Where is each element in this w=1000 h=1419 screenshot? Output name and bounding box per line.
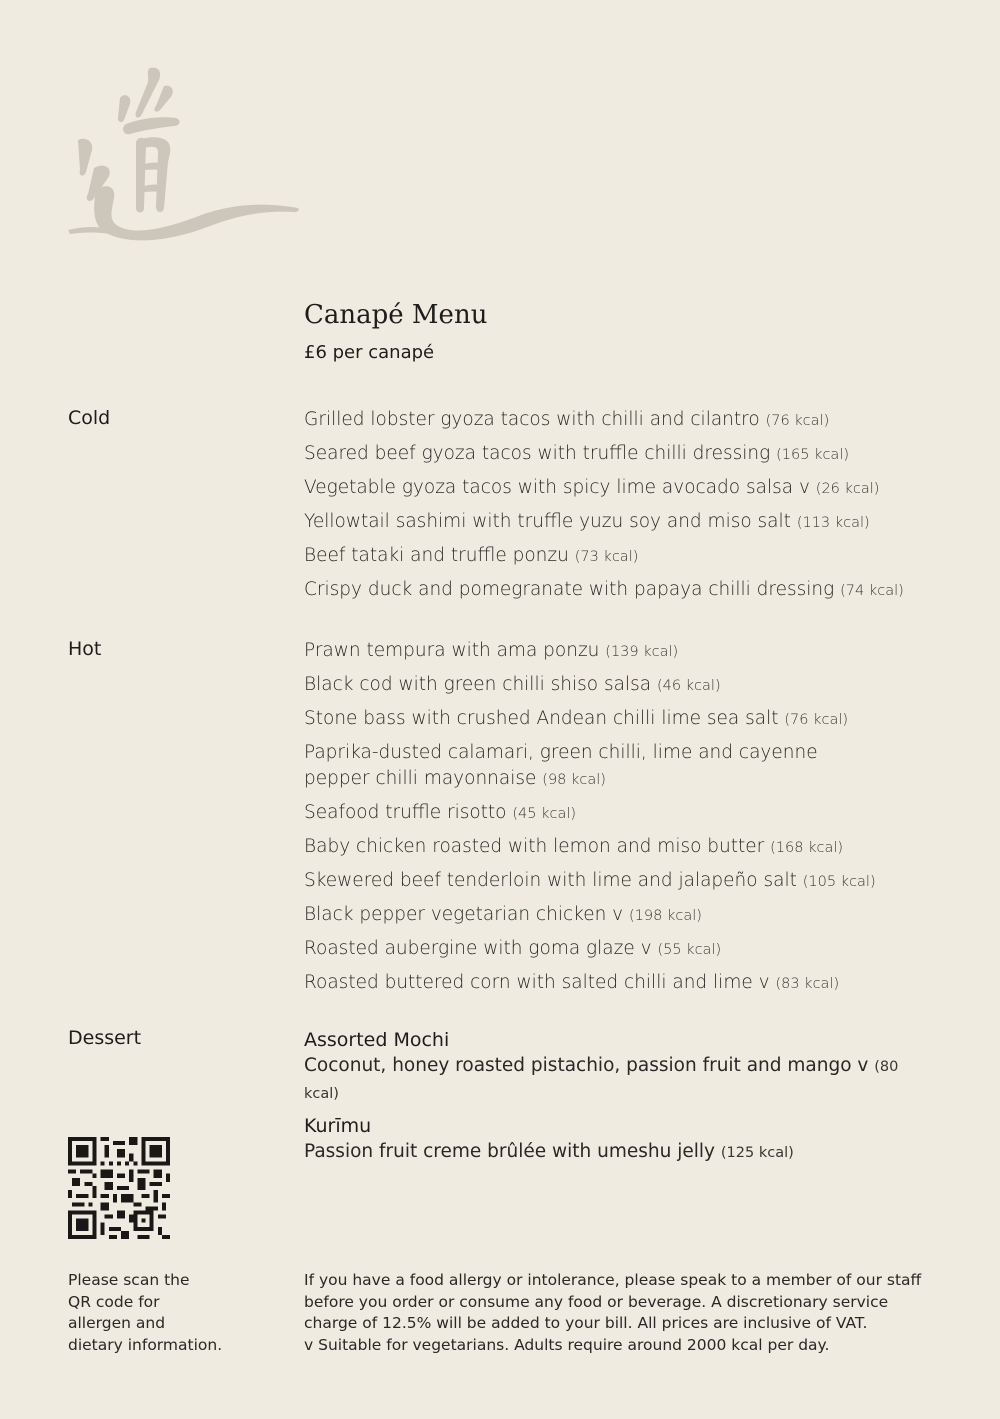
item-kcal: (168 kcal)	[770, 840, 844, 856]
menu-item-list	[304, 638, 924, 1004]
menu-item	[304, 407, 924, 434]
item-kcal: (46 kcal)	[656, 678, 721, 694]
item-name: Stone bass with crushed Andean chilli lime sea salt	[304, 708, 779, 729]
menu-item	[304, 577, 924, 604]
item-name: Black cod with green chilli shiso salsa	[304, 674, 652, 695]
menu-item	[304, 706, 924, 733]
dessert-list	[304, 1027, 924, 1172]
allergy-disclaimer	[304, 1270, 944, 1356]
item-name: Black pepper vegetarian chicken v	[304, 904, 624, 925]
dessert-desc-text: Passion fruit creme brûlée with umeshu jelly	[304, 1141, 715, 1162]
item-name: Skewered beef tenderloin with lime and jalapeño salt	[304, 870, 797, 891]
item-name: Paprika-dusted calamari, green chilli, lime and cayenne pepper chilli mayonnaise	[304, 742, 818, 789]
qr-code[interactable]	[68, 1137, 170, 1239]
qr-instructions	[68, 1270, 268, 1356]
qr-note-line: dietary information.	[68, 1335, 223, 1354]
item-kcal: (73 kcal)	[574, 549, 639, 565]
item-kcal: (113 kcal)	[796, 515, 870, 531]
menu-item	[304, 672, 924, 699]
item-kcal: (74 kcal)	[840, 583, 904, 599]
menu-item	[304, 970, 924, 997]
item-kcal: (26 kcal)	[815, 481, 880, 497]
item-name: Beef tataki and truffle ponzu	[304, 545, 569, 566]
menu-item	[304, 441, 924, 468]
menu-item	[304, 936, 924, 963]
disclaimer-line: charge of 12.5% will be added to your bill. All prices are inclusive of VAT.	[304, 1314, 868, 1332]
qr-note-line: allergen and	[68, 1314, 166, 1332]
menu-item	[304, 638, 924, 665]
dessert-name: Kurīmu	[304, 1115, 372, 1137]
item-kcal: (98 kcal)	[542, 772, 606, 788]
item-kcal: (105 kcal)	[802, 874, 876, 890]
item-kcal: (83 kcal)	[775, 976, 840, 992]
item-kcal: (125 kcal)	[720, 1145, 794, 1161]
disclaimer-line: before you order or consume any food or beverage. A discretionary service	[304, 1292, 889, 1311]
item-kcal: (165 kcal)	[776, 447, 850, 463]
dessert-name: Assorted Mochi	[304, 1029, 450, 1051]
item-name: Baby chicken roasted with lemon and miso butter	[304, 836, 765, 857]
menu-item	[304, 475, 924, 502]
menu-item-list	[304, 407, 924, 611]
item-name: Seafood truffle risotto	[304, 802, 507, 823]
menu-item	[304, 509, 924, 536]
item-kcal: (139 kcal)	[605, 644, 679, 660]
section-label: Cold	[68, 407, 111, 429]
item-kcal: (45 kcal)	[512, 806, 577, 822]
menu-item	[304, 800, 924, 827]
qr-note-line: Please scan the	[68, 1271, 190, 1289]
item-name: Seared beef gyoza tacos with truffle chilli dressing	[304, 443, 771, 464]
item-kcal: (55 kcal)	[657, 942, 722, 958]
section-label: Dessert	[68, 1027, 142, 1049]
price-subtitle: £6 per canapé	[304, 342, 435, 363]
dessert-description	[304, 1053, 924, 1107]
menu-title: Canapé Menu	[304, 300, 488, 330]
item-name: Yellowtail sashimi with truffle yuzu soy and miso salt	[304, 511, 791, 532]
item-name: Crispy duck and pomegranate with papaya chilli dressing	[304, 579, 835, 600]
section-label: Hot	[68, 638, 102, 660]
dessert-description	[304, 1139, 924, 1166]
item-name: Prawn tempura with ama ponzu	[304, 640, 600, 661]
dessert-desc-text: Coconut, honey roasted pistachio, passion fruit and mango v	[304, 1055, 869, 1076]
menu-item	[304, 740, 864, 793]
item-name: Roasted aubergine with goma glaze v	[304, 938, 652, 959]
disclaimer-line: If you have a food allergy or intolerance, please speak to a member of our staff	[304, 1271, 922, 1289]
menu-item	[304, 868, 924, 895]
item-name: Roasted buttered corn with salted chilli and lime v	[304, 972, 770, 993]
menu-item	[304, 834, 924, 861]
item-kcal: (198 kcal)	[629, 908, 702, 924]
item-name: Grilled lobster gyoza tacos with chilli and cilantro	[304, 409, 760, 430]
menu-item	[304, 543, 924, 570]
item-kcal: (76 kcal)	[765, 413, 830, 429]
item-kcal: (76 kcal)	[784, 712, 849, 728]
disclaimer-line: v Suitable for vegetarians. Adults require around 2000 kcal per day.	[304, 1335, 830, 1354]
item-kcal: (80 kcal)	[304, 1059, 899, 1102]
qr-note-line: QR code for	[68, 1292, 160, 1311]
calligraphy-logo	[64, 62, 304, 252]
item-name: Vegetable gyoza tacos with spicy lime avocado salsa v	[304, 477, 810, 498]
menu-item	[304, 902, 924, 929]
